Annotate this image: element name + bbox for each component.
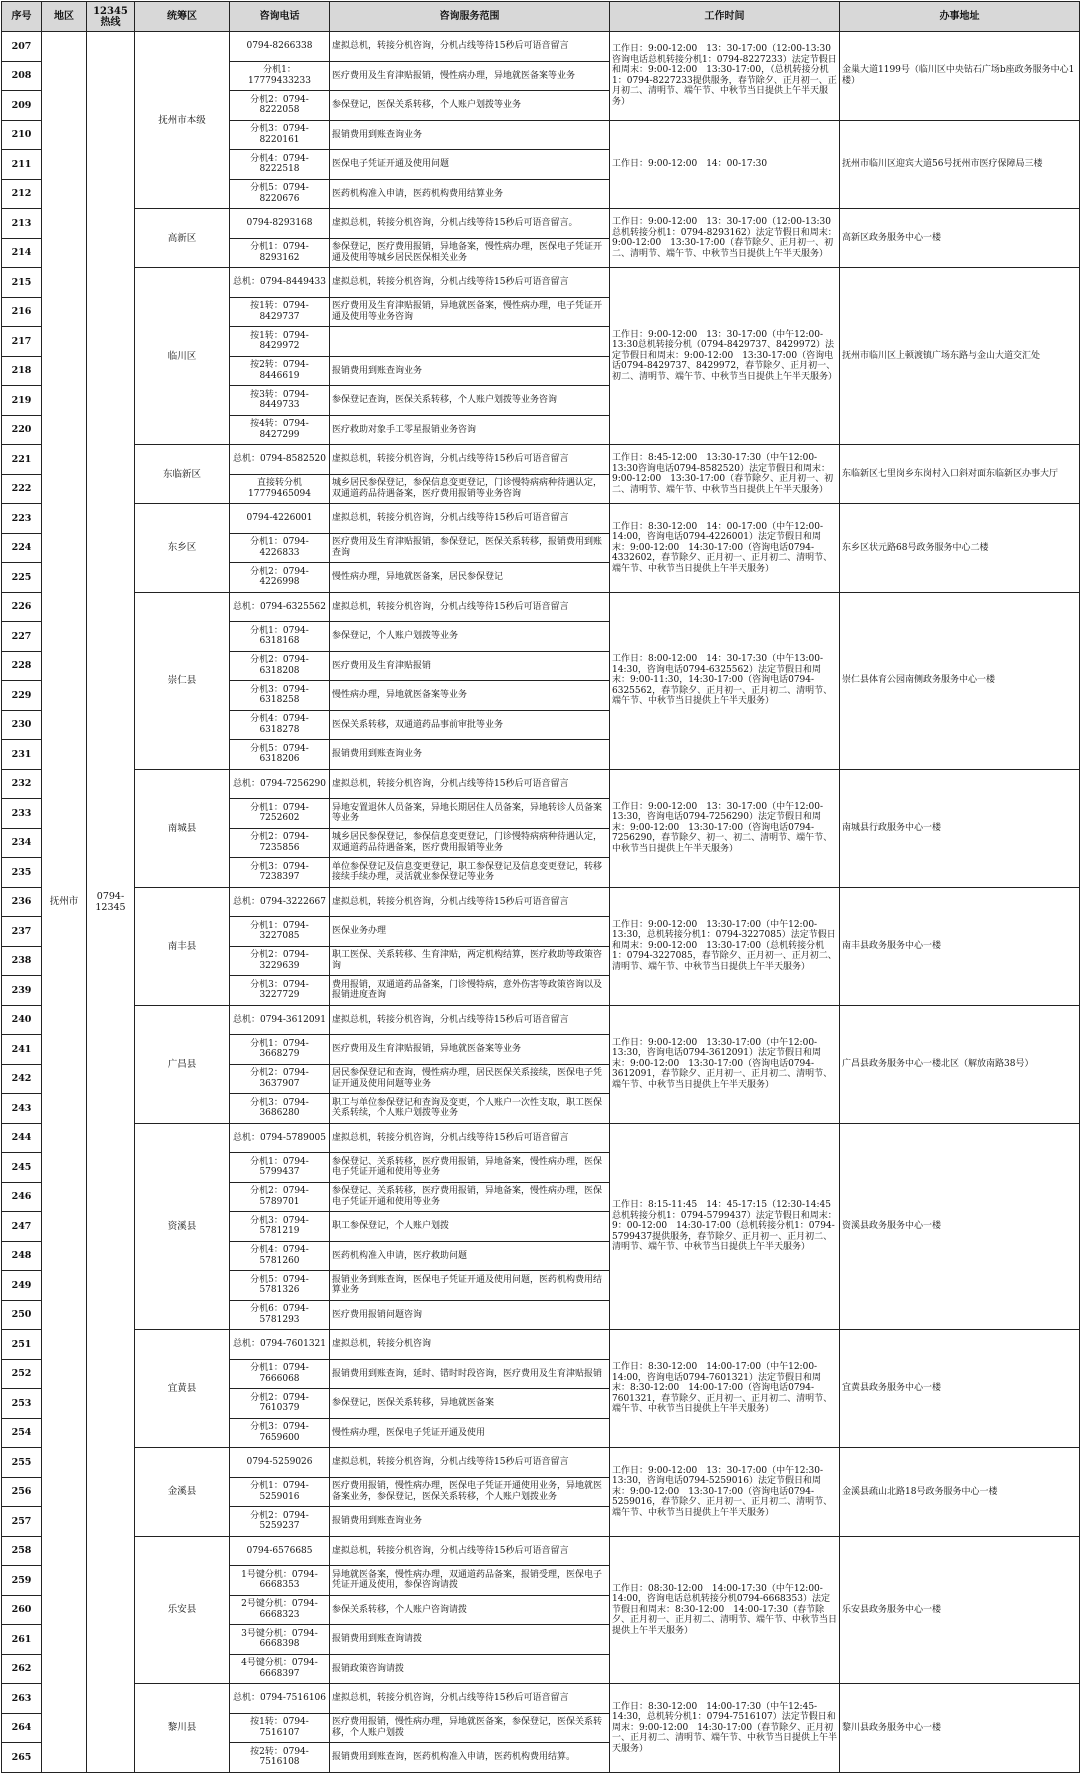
phone-cell: 分机1：0794-6318168	[230, 622, 330, 652]
header-region: 地区	[42, 2, 87, 32]
phone-cell: 分机1：0794-4226833	[230, 533, 330, 563]
hours-cell: 工作日：8:30-12:00 14:00-17:00（中午12:00-14:00，咨询电话0794-7601321）法定节假日和周末：8:30-12:00 14:00-17:00（咨询电话0794-7601321，春节除夕、正月初一、正月初二、清明节、端午节、中秋节当日提供上午半天服务）	[610, 1330, 840, 1448]
row-number: 249	[2, 1271, 42, 1301]
scope-cell: 参保登记、关系转移，医疗费用报销，异地备案，慢性病办理，医保电子凭证开通和使用等业务	[330, 1153, 610, 1183]
row-number: 229	[2, 681, 42, 711]
row-number: 262	[2, 1654, 42, 1684]
scope-cell: 参保登记，医疗费用报销，异地备案，慢性病办理，医保电子凭证开通及使用等城乡居民医保相关业务	[330, 238, 610, 268]
address-cell: 广昌县政务服务中心一楼北区（解放南路38号）	[840, 1005, 1080, 1123]
row-number: 219	[2, 386, 42, 416]
hours-cell: 工作日：08:30-12:00 14:00-17:30（中午12:00-14:00，咨询电话总机转接分机0794-6668353）法定节假日和周末：8:30-12:00 14:00-17:30（春节除夕、正月初一、正月初二、清明节、端午节、中秋节当日提供上午半天服务）	[610, 1536, 840, 1684]
scope-cell: 虚拟总机，转接分机咨询，分机占线等待15秒后可语音留言。	[330, 209, 610, 239]
row-number: 225	[2, 563, 42, 593]
row-number: 241	[2, 1035, 42, 1065]
phone-cell: 总机：0794-7601321	[230, 1330, 330, 1360]
phone-cell: 按1转：0794-8429972	[230, 327, 330, 357]
table-row	[2, 504, 1080, 534]
row-number: 238	[2, 946, 42, 976]
hours-cell: 工作日：9:00-12:00 13：30-17:00（12:00-13:30咨询电话总机转接分机1：0794-8227233）法定节假日和周末：9:00-12:00 13:30-17:00，（总机转接分机1：0794-8227233提供服务，春节除夕、正月初一、正月初二、清明节、端午节、中秋节当日提供上午半天服务）	[610, 32, 840, 121]
row-number: 221	[2, 445, 42, 475]
address-cell: 高新区政务服务中心一楼	[840, 209, 1080, 268]
row-number: 231	[2, 740, 42, 770]
address-cell: 东临新区七里岗乡东岗村入口斜对面东临新区办事大厅	[840, 445, 1080, 504]
row-number: 257	[2, 1507, 42, 1537]
phone-cell: 分机3：0794-5781219	[230, 1212, 330, 1242]
row-number: 210	[2, 120, 42, 150]
phone-cell: 分机1：0794-7252602	[230, 799, 330, 829]
area-cell: 抚州市本级	[135, 32, 230, 209]
hours-cell: 工作日：8:15-11:45 14：45-17:15（12:30-14:45总机转接分机1：0794-5799437）法定节假日和周末：9：00-12:00 14:30-17:00（总机转接分机1：0794-5799437提供服务，春节除夕、正月初一、正月初二、清明节、端午节、中秋节当日提供上午半天服务）	[610, 1123, 840, 1330]
scope-cell: 医药机构准入申请，医药机构费用结算业务	[330, 179, 610, 209]
hotline-table	[1, 1, 1080, 1773]
hours-cell: 工作日：9:00-12:00 13:30-17:00（中午12:00-13:30，总机转接分机1：0794-3227085）法定节假日和周末：9:00-12:00 13:30-17:00（总机转接分机1：0794-3227085，春节除夕、正月初一、正月初二、清明节、端午节、中秋节当日提供上午半天服务）	[610, 887, 840, 1005]
row-number: 222	[2, 474, 42, 504]
phone-cell: 分机2：0794-6318208	[230, 651, 330, 681]
row-number: 253	[2, 1389, 42, 1419]
address-cell: 金巢大道1199号（临川区中央钻石广场b座政务服务中心1楼）	[840, 32, 1080, 121]
scope-cell: 虚拟总机，转接分机咨询，分机占线等待15秒后可语音留言	[330, 1123, 610, 1153]
phone-cell: 0794-4226001	[230, 504, 330, 534]
phone-cell: 总机：0794-7516106	[230, 1684, 330, 1714]
scope-cell: 参保登记，医保关系转移，异地就医备案	[330, 1389, 610, 1419]
scope-cell: 医疗费用及生育津贴报销	[330, 651, 610, 681]
hours-cell: 工作日：8:45-12:00 13:30-17:30（中午12:00-13:30咨询电话0794-8582520）法定节假日和周末：9:00-12:00 13:30-17:00（春节除夕、正月初一、初二、清明节、端午节、中秋节当日提供上午半天服务）	[610, 445, 840, 504]
area-cell: 南丰县	[135, 887, 230, 1005]
phone-cell: 分机4：0794-6318278	[230, 710, 330, 740]
scope-cell: 职工与单位参保登记和查询及变更，个人账户一次性支取，职工医保关系转续，个人账户划拨等业务	[330, 1094, 610, 1124]
phone-cell: 总机：0794-3222667	[230, 887, 330, 917]
address-cell: 崇仁县体育公园南侧政务服务中心一楼	[840, 592, 1080, 769]
table-row	[2, 1536, 1080, 1566]
header-area: 统筹区	[135, 2, 230, 32]
area-cell: 金溪县	[135, 1448, 230, 1537]
row-number: 220	[2, 415, 42, 445]
row-number: 248	[2, 1241, 42, 1271]
row-number: 251	[2, 1330, 42, 1360]
address-cell: 抚州市临川区迎宾大道56号抚州市医疗保障局三楼	[840, 120, 1080, 209]
phone-cell: 分机1：0794-3227085	[230, 917, 330, 947]
address-cell: 黎川县政务服务中心一楼	[840, 1684, 1080, 1773]
row-number: 252	[2, 1359, 42, 1389]
scope-cell: 虚拟总机，转接分机咨询，分机占线等待15秒后可语音留言	[330, 1684, 610, 1714]
scope-cell: 报销费用到账查询业务	[330, 740, 610, 770]
phone-cell: 分机2：0794-7610379	[230, 1389, 330, 1419]
row-number: 212	[2, 179, 42, 209]
row-number: 265	[2, 1743, 42, 1773]
phone-cell: 分机3：0794-8220161	[230, 120, 330, 150]
scope-cell: 报销费用到账查询，医药机构准入申请，医药机构费用结算。	[330, 1743, 610, 1773]
scope-cell: 城乡居民参保登记，参保信息变更登记，门诊慢特病病种待遇认定，双通道药品待遇备案，医疗费用报销等业务	[330, 828, 610, 858]
scope-cell: 虚拟总机，转接分机咨询，分机占线等待15秒后可语音留言	[330, 887, 610, 917]
row-number: 208	[2, 61, 42, 91]
scope-cell: 医疗费用及生育津贴报销，参保登记，医保关系转移，报销费用到账查询	[330, 533, 610, 563]
phone-cell: 总机：0794-7256290	[230, 769, 330, 799]
scope-cell	[330, 327, 610, 357]
hours-cell: 工作日：9:00-12:00 13：30-17:00（12:00-13:30总机转接分机1：0794-8293162）法定节假日和周末：9:00-12:00 13:30-17:00（春节除夕、正月初一、初二、清明节、端午节、中秋节当日提供上午半天服务）	[610, 209, 840, 268]
hours-cell: 工作日：9:00-12:00 14：00-17:30	[610, 120, 840, 209]
table-row	[2, 1123, 1080, 1153]
table-header-row	[2, 2, 1080, 32]
phone-cell: 4号键分机：0794-6668397	[230, 1654, 330, 1684]
header-address: 办事地址	[840, 2, 1080, 32]
row-number: 259	[2, 1566, 42, 1596]
area-cell: 南城县	[135, 769, 230, 887]
scope-cell: 单位参保登记及信息变更登记，职工参保登记及信息变更登记，转移接续手续办理，灵活就业参保登记等业务	[330, 858, 610, 888]
scope-cell: 异地就医备案，慢性病办理，双通道药品备案，报销受理，医保电子凭证开通及使用，参保咨询请拨	[330, 1566, 610, 1596]
phone-cell: 按2转：0794-7516108	[230, 1743, 330, 1773]
phone-cell: 分机5：0794-8220676	[230, 179, 330, 209]
phone-cell: 3号键分机：0794-6668398	[230, 1625, 330, 1655]
hotline-cell: 0794-12345	[87, 32, 135, 1773]
phone-cell: 分机2：0794-4226998	[230, 563, 330, 593]
area-cell: 资溪县	[135, 1123, 230, 1330]
header-hotline: 12345热线	[87, 2, 135, 32]
phone-cell: 分机3：0794-3227729	[230, 976, 330, 1006]
phone-cell: 分机4：0794-5781260	[230, 1241, 330, 1271]
table-body	[2, 32, 1080, 1773]
scope-cell: 报销业务到账查询，医保电子凭证开通及使用问题，医药机构费用结算业务	[330, 1271, 610, 1301]
hours-cell: 工作日：9:00-12:00 13:30-17:00（中午12:00-13:30，咨询电话0794-3612091）法定节假日和周末：9:00-12:00 13:30-17:00（咨询电话0794-3612091，春节除夕、正月初一、正月初二、清明节、端午节、中秋节当日提供上午半天服务）	[610, 1005, 840, 1123]
scope-cell: 费用报销，双通道药品备案，门诊慢特病，意外伤害等政策咨询以及报销进度查询	[330, 976, 610, 1006]
phone-cell: 分机2：0794-7235856	[230, 828, 330, 858]
row-number: 244	[2, 1123, 42, 1153]
address-cell: 宜黄县政务服务中心一楼	[840, 1330, 1080, 1448]
scope-cell: 虚拟总机，转接分机咨询，分机占线等待15秒后可语音留言	[330, 268, 610, 298]
phone-cell: 按1转：0794-7516107	[230, 1713, 330, 1743]
row-number: 234	[2, 828, 42, 858]
scope-cell: 慢性病办理，医保电子凭证开通及使用	[330, 1418, 610, 1448]
hours-cell: 工作日：9:00-12:00 13：30-17:00（中午12:30-13:30，咨询电话0794-5259016）法定节假日和周末：9:00-12:00 13:30-17:00（咨询电话0794-5259016，春节除夕、正月初一、正月初二、清明节、端午节、中秋节当日提供上午半天服务）	[610, 1448, 840, 1537]
table-row	[2, 1448, 1080, 1478]
phone-cell: 分机1：0794-5799437	[230, 1153, 330, 1183]
address-cell: 南城县行政服务中心一楼	[840, 769, 1080, 887]
area-cell: 崇仁县	[135, 592, 230, 769]
phone-cell: 总机：0794-5789005	[230, 1123, 330, 1153]
address-cell: 东乡区状元路68号政务服务中心二楼	[840, 504, 1080, 593]
row-number: 264	[2, 1713, 42, 1743]
scope-cell: 虚拟总机，转接分机咨询，分机占线等待15秒后可语音留言	[330, 1448, 610, 1478]
scope-cell: 职工医保、关系转移、生育津贴，两定机构结算，医疗救助等政策咨询	[330, 946, 610, 976]
scope-cell: 城乡居民参保登记，参保信息变更登记，门诊慢特病病种待遇认定，双通道药品待遇备案，医疗费用报销等业务咨询	[330, 474, 610, 504]
scope-cell: 医疗费用报销，慢性病办理，医保电子凭证开通使用业务，异地就医备案业务，参保登记，医保关系转移，个人账户划拨业务	[330, 1477, 610, 1507]
header-hours: 工作时间	[610, 2, 840, 32]
phone-cell: 总机：0794-8582520	[230, 445, 330, 475]
scope-cell: 报销费用到账查询请拨	[330, 1625, 610, 1655]
scope-cell: 医疗费用及生育津贴报销，慢性病办理，异地就医备案等业务	[330, 61, 610, 91]
area-cell: 东临新区	[135, 445, 230, 504]
phone-cell: 直接转分机 17779465094	[230, 474, 330, 504]
area-cell: 临川区	[135, 268, 230, 445]
phone-cell: 分机3：0794-6318258	[230, 681, 330, 711]
row-number: 233	[2, 799, 42, 829]
phone-cell: 分机3：0794-7659600	[230, 1418, 330, 1448]
row-number: 239	[2, 976, 42, 1006]
row-number: 240	[2, 1005, 42, 1035]
phone-cell: 2号键分机：0794-6668323	[230, 1595, 330, 1625]
scope-cell: 医疗费用及生育津贴报销，异地就医备案，慢性病办理，电子凭证开通及使用等业务咨询	[330, 297, 610, 327]
hours-cell: 工作日：8:00-12:00 14：30-17:30（中午13:00-14:30，咨询电话0794-6325562）法定节假日和周末：9:00-11:30，14:30-17:00（咨询电话0794-6325562，春节除夕、正月初一、正月初二、清明节、端午节、中秋节当日提供上午半天服务）	[610, 592, 840, 769]
scope-cell: 报销费用到账查询业务	[330, 356, 610, 386]
scope-cell: 报销费用到账查询业务	[330, 120, 610, 150]
row-number: 235	[2, 858, 42, 888]
area-cell: 宜黄县	[135, 1330, 230, 1448]
table-row	[2, 209, 1080, 239]
table-row	[2, 1330, 1080, 1360]
scope-cell: 医药机构准入申请，医疗救助问题	[330, 1241, 610, 1271]
table-row	[2, 769, 1080, 799]
scope-cell: 虚拟总机，转接分机咨询，分机占线等待15秒后可语音留言	[330, 769, 610, 799]
scope-cell: 报销费用到账查询业务	[330, 1507, 610, 1537]
scope-cell: 虚拟总机，转接分机咨询，分机占线等待15秒后可语音留言	[330, 1005, 610, 1035]
row-number: 250	[2, 1300, 42, 1330]
scope-cell: 参保登记、关系转移，医疗费用报销，异地备案，慢性病办理，医保电子凭证开通和使用等业务	[330, 1182, 610, 1212]
scope-cell: 虚拟总机，转接分机咨询，分机占线等待15秒后可语音留言	[330, 592, 610, 622]
scope-cell: 异地安置退休人员备案，异地长期居住人员备案，异地转诊人员备案等业务	[330, 799, 610, 829]
scope-cell: 居民参保登记和查询，慢性病办理，居民医保关系接续，医保电子凭证开通及使用问题等业务	[330, 1064, 610, 1094]
table-row	[2, 592, 1080, 622]
scope-cell: 参保登记查询，医保关系转移，个人账户划拨等业务咨询	[330, 386, 610, 416]
hours-cell: 工作日：8:30-12:00 14:00-17:30（中午12:45-14:30，总机转分机1：0794-7516107）法定节假日和周末：9:00-12:00 14:30-17:00（春节除夕、正月初一、正月初二、清明节、端午节、中秋节当日提供上午半天服务）	[610, 1684, 840, 1773]
scope-cell: 报销费用到账查询，延时、错时时段咨询，医疗费用及生育津贴报销	[330, 1359, 610, 1389]
row-number: 228	[2, 651, 42, 681]
table-row	[2, 887, 1080, 917]
header-scope: 咨询服务范围	[330, 2, 610, 32]
phone-cell: 分机5：0794-6318206	[230, 740, 330, 770]
phone-cell: 分机1：0794-7666068	[230, 1359, 330, 1389]
address-cell: 资溪县政务服务中心一楼	[840, 1123, 1080, 1330]
phone-cell: 总机：0794-3612091	[230, 1005, 330, 1035]
row-number: 246	[2, 1182, 42, 1212]
phone-cell: 分机2：0794-3229639	[230, 946, 330, 976]
header-seq: 序号	[2, 2, 42, 32]
table-row	[2, 445, 1080, 475]
scope-cell: 参保登记，个人账户划拨等业务	[330, 622, 610, 652]
row-number: 211	[2, 150, 42, 180]
hours-cell: 工作日：9:00-12:00 13：30-17:00（中午12:00-13:30总机转接分机（0794-8429737、8429972）法定节假日和周末：9:00-12:00 13:30-17:00（咨询电话0794-8429737、8429972，春节除夕、正月初一、初二、清明节、端午节、中秋节当日提供上午半天服务）	[610, 268, 840, 445]
phone-cell: 分机1：0794-8293162	[230, 238, 330, 268]
row-number: 226	[2, 592, 42, 622]
scope-cell: 虚拟总机，转接分机咨询，分机占线等待15秒后可语音留言	[330, 32, 610, 62]
scope-cell: 医疗救助对象手工零星报销业务咨询	[330, 415, 610, 445]
row-number: 236	[2, 887, 42, 917]
address-cell: 抚州市临川区上顿渡镇广场东路与金山大道交汇处	[840, 268, 1080, 445]
phone-cell: 按1转：0794-8429737	[230, 297, 330, 327]
phone-cell: 按2转：0794-8446619	[230, 356, 330, 386]
phone-cell: 按3转：0794-8449733	[230, 386, 330, 416]
phone-cell: 0794-8266338	[230, 32, 330, 62]
scope-cell: 医疗费用报销问题咨询	[330, 1300, 610, 1330]
row-number: 215	[2, 268, 42, 298]
region-cell: 抚州市	[42, 32, 87, 1773]
row-number: 227	[2, 622, 42, 652]
phone-cell: 分机4：0794-8222518	[230, 150, 330, 180]
phone-cell: 分机2：0794-5789701	[230, 1182, 330, 1212]
table-row	[2, 268, 1080, 298]
hours-cell: 工作日：8:30-12:00 14：00-17:00（中午12:00-14:00，咨询电话0794-4226001）法定节假日和周末：9:00-12:00 14:30-17:00（咨询电话0794-4332602，春节除夕、正月初一、正月初二、清明节、端午节、中秋节当日提供上午半天服务）	[610, 504, 840, 593]
phone-cell: 0794-8293168	[230, 209, 330, 239]
scope-cell: 医保电子凭证开通及使用问题	[330, 150, 610, 180]
scope-cell: 医保关系转移，双通道药品事前审批等业务	[330, 710, 610, 740]
area-cell: 东乡区	[135, 504, 230, 593]
area-cell: 广昌县	[135, 1005, 230, 1123]
table-row	[2, 1005, 1080, 1035]
phone-cell: 分机1：0794-5259016	[230, 1477, 330, 1507]
hours-cell: 工作日：9:00-12:00 13：30-17:00（中午12:00-13:30，咨询电话0794-7256290）法定节假日和周末：9:00-12:00 13:30-17:00（咨询电话0794-7256290，春节除夕、初一、初二、清明节、端午节、中秋节当日提供上午半天服务）	[610, 769, 840, 887]
phone-cell: 按4转：0794-8427299	[230, 415, 330, 445]
scope-cell: 虚拟总机，转接分机咨询，分机占线等待15秒后可语音留言	[330, 1536, 610, 1566]
row-number: 242	[2, 1064, 42, 1094]
phone-cell: 0794-6576685	[230, 1536, 330, 1566]
address-cell: 南丰县政务服务中心一楼	[840, 887, 1080, 1005]
phone-cell: 分机2：0794-3637907	[230, 1064, 330, 1094]
phone-cell: 分机2：0794-8222058	[230, 91, 330, 121]
row-number: 258	[2, 1536, 42, 1566]
scope-cell: 慢性病办理，异地就医备案等业务	[330, 681, 610, 711]
scope-cell: 医疗费用及生育津贴报销，异地就医备案等业务	[330, 1035, 610, 1065]
row-number: 260	[2, 1595, 42, 1625]
phone-cell: 分机3：0794-7238397	[230, 858, 330, 888]
phone-cell: 分机5：0794-5781326	[230, 1271, 330, 1301]
scope-cell: 报销政策咨询请拨	[330, 1654, 610, 1684]
scope-cell: 虚拟总机，转接分机咨询，分机占线等待15秒后可语音留言	[330, 504, 610, 534]
row-number: 223	[2, 504, 42, 534]
scope-cell: 医疗费用报销，慢性病办理，异地就医备案，参保登记，医保关系转移，个人账户划拨	[330, 1713, 610, 1743]
row-number: 216	[2, 297, 42, 327]
scope-cell: 虚拟总机，转接分机咨询，分机占线等待15秒后可语音留言	[330, 445, 610, 475]
phone-cell: 0794-5259026	[230, 1448, 330, 1478]
phone-cell: 1号键分机：0794-6668353	[230, 1566, 330, 1596]
row-number: 213	[2, 209, 42, 239]
area-cell: 黎川县	[135, 1684, 230, 1773]
phone-cell: 分机1：17779433233	[230, 61, 330, 91]
area-cell: 乐安县	[135, 1536, 230, 1684]
row-number: 207	[2, 32, 42, 62]
row-number: 255	[2, 1448, 42, 1478]
row-number: 256	[2, 1477, 42, 1507]
row-number: 247	[2, 1212, 42, 1242]
scope-cell: 医保业务办理	[330, 917, 610, 947]
phone-cell: 总机：0794-8449433	[230, 268, 330, 298]
scope-cell: 虚拟总机，转接分机咨询	[330, 1330, 610, 1360]
row-number: 209	[2, 91, 42, 121]
table-row	[2, 1684, 1080, 1714]
row-number: 230	[2, 710, 42, 740]
phone-cell: 总机：0794-6325562	[230, 592, 330, 622]
table-row	[2, 32, 1080, 62]
row-number: 217	[2, 327, 42, 357]
row-number: 218	[2, 356, 42, 386]
phone-cell: 分机6：0794-5781293	[230, 1300, 330, 1330]
row-number: 263	[2, 1684, 42, 1714]
phone-cell: 分机1：0794-3668279	[230, 1035, 330, 1065]
scope-cell: 参保关系转移，个人账户咨询请拨	[330, 1595, 610, 1625]
row-number: 214	[2, 238, 42, 268]
phone-cell: 分机2：0794-5259237	[230, 1507, 330, 1537]
scope-cell: 慢性病办理，异地就医备案，居民参保登记	[330, 563, 610, 593]
row-number: 243	[2, 1094, 42, 1124]
row-number: 237	[2, 917, 42, 947]
scope-cell: 参保登记，医保关系转移，个人账户划拨等业务	[330, 91, 610, 121]
header-phone: 咨询电话	[230, 2, 330, 32]
row-number: 224	[2, 533, 42, 563]
address-cell: 金溪县疏山北路18号政务服务中心一楼	[840, 1448, 1080, 1537]
row-number: 245	[2, 1153, 42, 1183]
row-number: 254	[2, 1418, 42, 1448]
phone-cell: 分机3：0794-3686280	[230, 1094, 330, 1124]
address-cell: 乐安县政务服务中心一楼	[840, 1536, 1080, 1684]
row-number: 232	[2, 769, 42, 799]
scope-cell: 职工参保登记，个人账户划拨	[330, 1212, 610, 1242]
area-cell: 高新区	[135, 209, 230, 268]
row-number: 261	[2, 1625, 42, 1655]
